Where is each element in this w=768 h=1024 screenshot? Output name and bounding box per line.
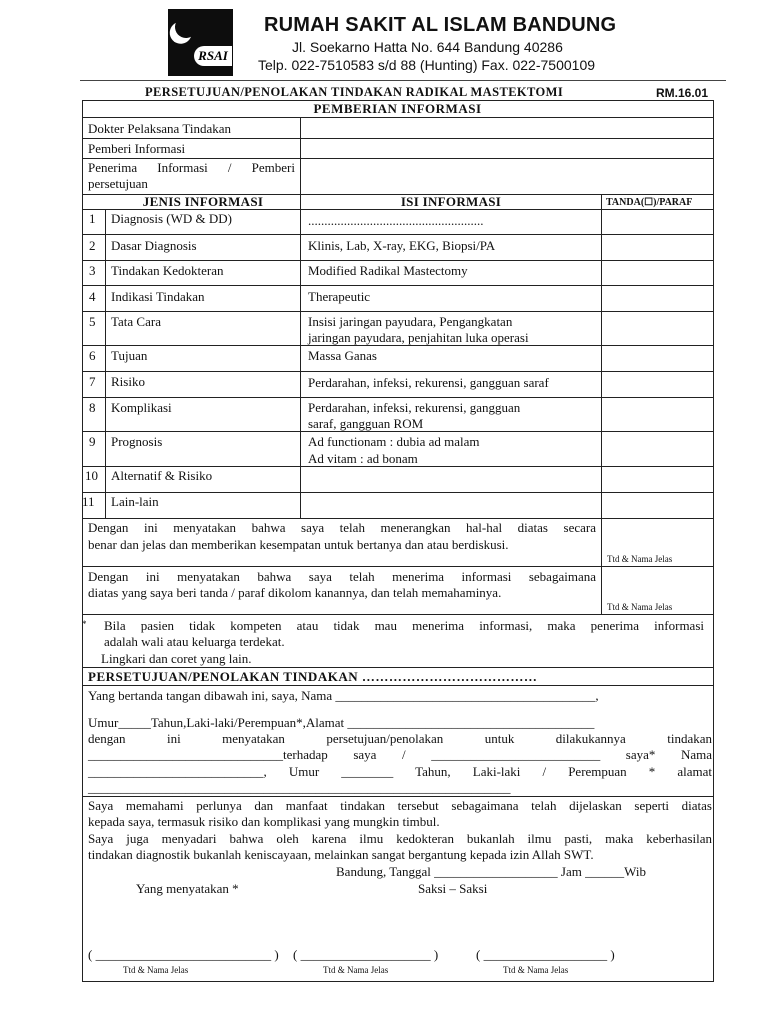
row-isi: Perdarahan, infeksi, rekurensi, gangguan saraf <box>308 375 549 390</box>
statement-2-line1: Dengan ini menyatakan bahwa saya telah menerima informasi sebagaimana <box>88 569 596 584</box>
row-isi: Therapeutic <box>308 289 371 304</box>
hospital-phone: Telp. 022-7510583 s/d 88 (Hunting) Fax. 022-7500109 <box>258 57 596 73</box>
section-title-pemberian-informasi: PEMBERIAN INFORMASI <box>313 101 482 116</box>
row-jenis: Indikasi Tindakan <box>111 289 205 304</box>
divider <box>300 117 301 194</box>
hospital-address: Jl. Soekarno Hatta No. 644 Bandung 40286 <box>292 39 563 55</box>
row-isi: Perdarahan, infeksi, rekurensi, gangguan <box>308 400 521 415</box>
consent-age-address-line[interactable]: Umur_____Tahun,Laki-laki/Perempuan*,Alamat ______________________________________ <box>88 715 595 730</box>
row-isi-line2: jaringan payudara, penjahitan luka operasi <box>308 330 529 345</box>
row-number: 6 <box>89 348 96 363</box>
document-code: RM.16.01 <box>656 86 709 100</box>
row-jenis: Tindakan Kedokteran <box>111 263 224 278</box>
consent-address-blank[interactable]: _________________________________________________________________ <box>88 780 511 795</box>
divider <box>82 234 713 235</box>
row-number: 8 <box>89 400 96 415</box>
consent-statement-line: dengan ini menyatakan persetujuan/penolakan untuk dilakukannya tindakan <box>88 731 712 746</box>
divider <box>82 518 713 519</box>
label-dokter-pelaksana: Dokter Pelaksana Tindakan <box>88 121 231 136</box>
divider <box>82 566 713 567</box>
divider <box>82 796 713 797</box>
row-jenis: Dasar Diagnosis <box>111 238 197 253</box>
header-divider <box>80 80 726 81</box>
row-number: 2 <box>89 238 96 253</box>
consent-patient-line[interactable]: ___________________________, Umur ________ Tahun, Laki-laki / Perempuan * alamat <box>88 764 712 779</box>
label-penerima-informasi: Penerima Informasi / Pemberi persetujuan <box>88 160 295 191</box>
paragraph-1-line2: kepada saya, termasuk risiko dan komplikasi yang mungkin timbul. <box>88 814 440 829</box>
col-isi-informasi: ISI INFORMASI <box>400 194 502 209</box>
divider <box>82 492 713 493</box>
statement-1-line2: benar dan jelas dan memberikan kesempatan untuk bertanya dan atau berdiskusi. <box>88 537 509 552</box>
signature-field-witness-1[interactable]: ( ____________________ ) <box>293 947 439 962</box>
note-line1: Bila pasien tidak kompeten atau tidak mau menerima informasi, maka penerima informasi <box>104 618 704 633</box>
row-number: 7 <box>89 374 96 389</box>
row-jenis: Risiko <box>111 374 145 389</box>
penerima-informasi-field[interactable] <box>302 159 712 193</box>
row-isi: Ad functionam : dubia ad malam <box>308 434 480 449</box>
row-number: 11 <box>82 494 95 509</box>
row-isi: Modified Radikal Mastectomy <box>308 263 468 278</box>
statement-1-line1: Dengan ini menyatakan bahwa saya telah menerangkan hal-hal diatas secara <box>88 520 596 535</box>
row-jenis: Diagnosis (WD & DD) <box>111 211 232 226</box>
row-jenis: Tata Cara <box>111 314 161 329</box>
divider <box>82 311 713 312</box>
label-saksi: Saksi – Saksi <box>418 881 488 896</box>
crescent-moon-icon <box>174 15 199 40</box>
note-line2: adalah wali atau keluarga terdekat. <box>104 634 285 649</box>
consent-action-line[interactable]: ______________________________terhadap saya / __________________________ saya* Nama <box>88 747 712 762</box>
statement-2-line2: diatas yang saya beri tanda / paraf dikolom kanannya, dan telah memahaminya. <box>88 585 502 600</box>
divider <box>82 117 713 118</box>
consent-title: PERSETUJUAN/PENOLAKAN TINDAKAN ………………………………… <box>88 669 538 684</box>
row-isi-line2: saraf, gangguan ROM <box>308 416 424 431</box>
divider <box>601 194 602 614</box>
divider <box>82 667 713 668</box>
signature-field-witness-2[interactable]: ( ___________________ ) <box>476 947 615 962</box>
label-yang-menyatakan: Yang menyatakan * <box>136 881 239 896</box>
paragraph-2-line1: Saya juga menyadari bahwa oleh karena ilmu kedokteran bukanlah ilmu pasti, maka keberhasilan <box>88 831 712 846</box>
signature-label: Ttd & Nama Jelas <box>123 965 189 975</box>
row-jenis: Tujuan <box>111 348 148 363</box>
signature-label: Ttd & Nama Jelas <box>503 965 569 975</box>
signature-label: Ttd & Nama Jelas <box>607 554 673 564</box>
row-number: 4 <box>89 289 96 304</box>
place-date-time[interactable]: Bandung, Tanggal ___________________ Jam ______Wib <box>336 864 646 879</box>
divider <box>82 614 713 615</box>
signature-field-declarant[interactable]: ( ___________________________ ) <box>88 947 279 962</box>
paragraph-2-line2: tindakan diagnostik bukanlah keniscayaan, melainkan sangat bergantung kepada izin Allah SWT. <box>88 847 594 862</box>
row-number: 1 <box>89 211 96 226</box>
row-isi: Insisi jaringan payudara, Pengangkatan <box>308 314 513 329</box>
note-asterisk: * <box>82 619 87 629</box>
consent-name-line[interactable]: Yang bertanda tangan dibawah ini, saya, Nama ________________________________________, <box>88 688 599 703</box>
row-jenis: Alternatif & Risiko <box>111 468 213 483</box>
row-number: 3 <box>89 263 96 278</box>
hospital-name: RUMAH SAKIT AL ISLAM BANDUNG <box>264 14 617 36</box>
divider <box>82 397 713 398</box>
divider <box>300 194 301 518</box>
row-number: 5 <box>89 314 96 329</box>
divider <box>82 260 713 261</box>
row-isi: Klinis, Lab, X-ray, EKG, Biopsi/PA <box>308 238 496 253</box>
divider <box>82 285 713 286</box>
label-pemberi-informasi: Pemberi Informasi <box>88 141 186 156</box>
document-title: PERSETUJUAN/PENOLAKAN TINDAKAN RADIKAL MASTEKTOMI <box>145 85 564 99</box>
row-number: 10 <box>85 468 98 483</box>
paragraph-1-line1: Saya memahami perlunya dan manfaat tindakan tersebut sebagaimana telah dijelaskan seperti diatas <box>88 798 712 813</box>
pemberi-informasi-field[interactable] <box>302 139 712 157</box>
hospital-logo <box>168 9 233 76</box>
row-number: 9 <box>89 434 96 449</box>
row-isi: Massa Ganas <box>308 348 377 363</box>
signature-label: Ttd & Nama Jelas <box>323 965 389 975</box>
divider <box>82 685 713 686</box>
dokter-pelaksana-field[interactable] <box>302 119 712 137</box>
row-jenis: Komplikasi <box>111 400 172 415</box>
row-isi: ...................................................... <box>308 213 484 228</box>
row-jenis: Prognosis <box>111 434 163 449</box>
divider <box>105 209 106 518</box>
signature-label: Ttd & Nama Jelas <box>607 602 673 612</box>
col-tanda-paraf: TANDA(☐)/PARAF <box>606 197 693 208</box>
col-jenis-informasi: JENIS INFORMASI <box>142 194 264 209</box>
divider <box>82 371 713 372</box>
note-line3: Lingkari dan coret yang lain. <box>101 651 252 666</box>
row-isi-line2: Ad vitam : ad bonam <box>308 451 418 466</box>
logo-text: RSAI <box>194 46 232 66</box>
row-jenis: Lain-lain <box>111 494 159 509</box>
